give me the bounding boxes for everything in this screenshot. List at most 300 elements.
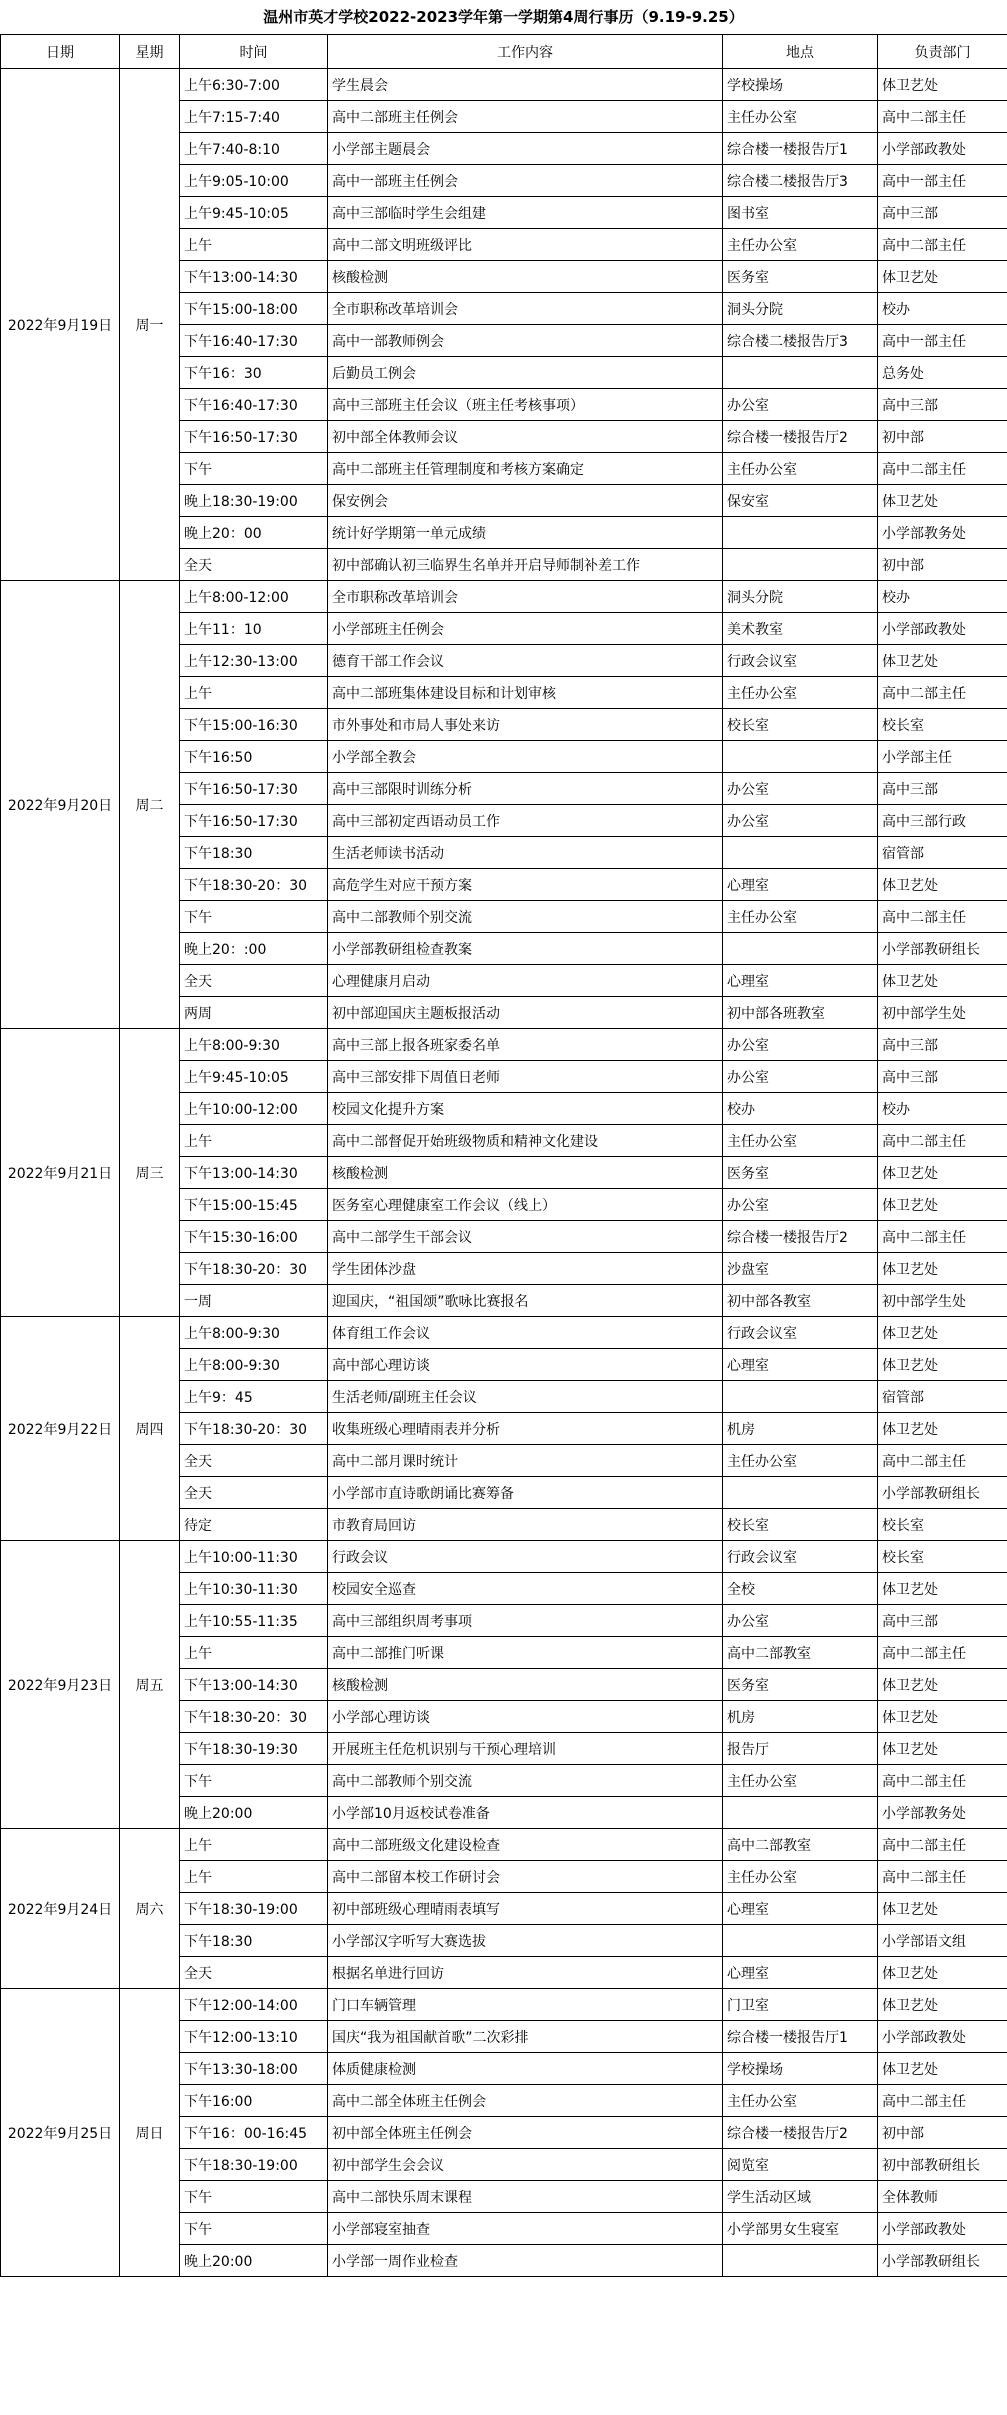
entry-time: 上午9:45-10:05: [180, 1061, 328, 1093]
entry-content: 小学部主题晨会: [328, 133, 723, 165]
entry-location: 沙盘室: [723, 1253, 878, 1285]
entry-department: 小学部政教处: [878, 2021, 1007, 2053]
entry-time: 下午12:00-14:00: [180, 1989, 328, 2021]
table-row: [1, 1829, 1007, 1861]
entry-department: 体卫艺处: [878, 1157, 1007, 1189]
entry-location: 校长室: [723, 1509, 878, 1541]
entry-content: 高中二部班主任管理制度和考核方案确定: [328, 453, 723, 485]
entry-content: 根据名单进行回访: [328, 1957, 723, 1989]
entry-time: 上午8:00-9:30: [180, 1317, 328, 1349]
entry-content: 初中部学生会会议: [328, 2149, 723, 2181]
entry-location: 综合楼一楼报告厅1: [723, 133, 878, 165]
entry-department: 高中二部主任: [878, 1829, 1007, 1861]
entry-time: 下午15:00-15:45: [180, 1189, 328, 1221]
entry-department: 高中二部主任: [878, 2085, 1007, 2117]
entry-location: 小学部男女生寝室: [723, 2213, 878, 2245]
entry-location: 办公室: [723, 1605, 878, 1637]
entry-time: 晚上18:30-19:00: [180, 485, 328, 517]
entry-department: 高中三部: [878, 1061, 1007, 1093]
entry-content: 高中二部教师个别交流: [328, 901, 723, 933]
schedule-table: [0, 34, 1007, 2277]
entry-time: 下午16：00-16:45: [180, 2117, 328, 2149]
entry-department: 高中三部: [878, 197, 1007, 229]
entry-department: 初中部: [878, 549, 1007, 581]
entry-department: 体卫艺处: [878, 1669, 1007, 1701]
entry-content: 学生团体沙盘: [328, 1253, 723, 1285]
entry-content: 高中二部留本校工作研讨会: [328, 1861, 723, 1893]
entry-location: 办公室: [723, 1029, 878, 1061]
entry-content: 初中部迎国庆主题板报活动: [328, 997, 723, 1029]
entry-content: 小学部班主任例会: [328, 613, 723, 645]
entry-location: 初中部各班教室: [723, 997, 878, 1029]
entry-content: 高中一部教师例会: [328, 325, 723, 357]
entry-content: 体质健康检测: [328, 2053, 723, 2085]
entry-location: [723, 2245, 878, 2277]
entry-time: 上午7:15-7:40: [180, 101, 328, 133]
entry-location: 机房: [723, 1413, 878, 1445]
entry-location: 办公室: [723, 389, 878, 421]
entry-location: 心理室: [723, 1893, 878, 1925]
entry-location: 阅览室: [723, 2149, 878, 2181]
entry-department: 高中二部主任: [878, 101, 1007, 133]
entry-time: 上午9：45: [180, 1381, 328, 1413]
entry-time: 下午16:00: [180, 2085, 328, 2117]
entry-time: 上午12:30-13:00: [180, 645, 328, 677]
day-weekday: 周五: [120, 1541, 180, 1829]
entry-content: 行政会议: [328, 1541, 723, 1573]
entry-department: 高中二部主任: [878, 1221, 1007, 1253]
header-row: [1, 35, 1007, 69]
entry-time: 上午: [180, 677, 328, 709]
col-header-content: 工作内容: [328, 35, 723, 69]
entry-location: 初中部各教室: [723, 1285, 878, 1317]
entry-time: 上午9:05-10:00: [180, 165, 328, 197]
entry-time: 上午: [180, 1861, 328, 1893]
entry-content: 高中二部学生干部会议: [328, 1221, 723, 1253]
entry-time: 下午: [180, 2181, 328, 2213]
entry-location: [723, 1381, 878, 1413]
entry-content: 核酸检测: [328, 1669, 723, 1701]
entry-content: 开展班主任危机识别与干预心理培训: [328, 1733, 723, 1765]
entry-time: 下午: [180, 453, 328, 485]
entry-location: 全校: [723, 1573, 878, 1605]
entry-time: 全天: [180, 965, 328, 997]
entry-location: 行政会议室: [723, 1317, 878, 1349]
entry-time: 下午15:00-16:30: [180, 709, 328, 741]
entry-time: 两周: [180, 997, 328, 1029]
entry-location: 心理室: [723, 1957, 878, 1989]
entry-department: 体卫艺处: [878, 1733, 1007, 1765]
entry-location: 行政会议室: [723, 1541, 878, 1573]
day-weekday: 周六: [120, 1829, 180, 1989]
entry-location: 办公室: [723, 1189, 878, 1221]
entry-content: 小学部全教会: [328, 741, 723, 773]
entry-department: 高中三部行政: [878, 805, 1007, 837]
entry-department: 高中一部主任: [878, 165, 1007, 197]
entry-location: [723, 837, 878, 869]
entry-content: 德育干部工作会议: [328, 645, 723, 677]
entry-location: 主任办公室: [723, 453, 878, 485]
entry-time: 上午8:00-9:30: [180, 1029, 328, 1061]
day-weekday: 周一: [120, 69, 180, 581]
entry-content: 高中三部初定西语动员工作: [328, 805, 723, 837]
entry-time: 下午18:30-20：30: [180, 869, 328, 901]
entry-department: 高中二部主任: [878, 1765, 1007, 1797]
entry-content: 核酸检测: [328, 261, 723, 293]
entry-time: 下午18:30-20：30: [180, 1253, 328, 1285]
entry-department: 校长室: [878, 1541, 1007, 1573]
entry-department: 校长室: [878, 709, 1007, 741]
entry-location: [723, 357, 878, 389]
entry-content: 高中一部班主任例会: [328, 165, 723, 197]
entry-content: 国庆“我为祖国献首歌”二次彩排: [328, 2021, 723, 2053]
entry-content: 高中三部班主任会议（班主任考核事项）: [328, 389, 723, 421]
entry-time: 一周: [180, 1285, 328, 1317]
entry-content: 高中二部快乐周末课程: [328, 2181, 723, 2213]
entry-content: 生活老师读书活动: [328, 837, 723, 869]
entry-department: 体卫艺处: [878, 1413, 1007, 1445]
entry-department: 体卫艺处: [878, 1253, 1007, 1285]
entry-location: 校长室: [723, 709, 878, 741]
entry-time: 下午18:30-19:00: [180, 1893, 328, 1925]
entry-content: 小学部汉字听写大赛选拔: [328, 1925, 723, 1957]
entry-time: 上午: [180, 1829, 328, 1861]
day-date: 2022年9月20日: [1, 581, 120, 1029]
entry-department: 校办: [878, 581, 1007, 613]
entry-department: 高中二部主任: [878, 1125, 1007, 1157]
entry-content: 校园安全巡查: [328, 1573, 723, 1605]
entry-time: 下午18:30-20：30: [180, 1701, 328, 1733]
entry-time: 上午11：10: [180, 613, 328, 645]
entry-time: 下午16:40-17:30: [180, 389, 328, 421]
entry-location: 门卫室: [723, 1989, 878, 2021]
entry-location: 医务室: [723, 261, 878, 293]
entry-location: 主任办公室: [723, 677, 878, 709]
entry-department: 高中二部主任: [878, 1861, 1007, 1893]
entry-content: 统计好学期第一单元成绩: [328, 517, 723, 549]
entry-content: 心理健康月启动: [328, 965, 723, 997]
entry-location: 医务室: [723, 1157, 878, 1189]
entry-content: 门口车辆管理: [328, 1989, 723, 2021]
entry-content: 高中三部临时学生会组建: [328, 197, 723, 229]
entry-content: 保安例会: [328, 485, 723, 517]
entry-department: 体卫艺处: [878, 1349, 1007, 1381]
entry-department: 小学部语文组: [878, 1925, 1007, 1957]
entry-time: 下午16:40-17:30: [180, 325, 328, 357]
entry-content: 高中三部上报各班家委名单: [328, 1029, 723, 1061]
entry-department: 高中三部: [878, 389, 1007, 421]
entry-location: [723, 933, 878, 965]
entry-department: 小学部教务处: [878, 1797, 1007, 1829]
entry-time: 晚上20：00: [180, 517, 328, 549]
entry-content: 市外事处和市局人事处来访: [328, 709, 723, 741]
entry-content: 初中部确认初三临界生名单并开启导师制补差工作: [328, 549, 723, 581]
entry-time: 下午18:30: [180, 1925, 328, 1957]
entry-content: 高中部心理访谈: [328, 1349, 723, 1381]
entry-content: 市教育局回访: [328, 1509, 723, 1541]
entry-location: 主任办公室: [723, 1861, 878, 1893]
entry-content: 高中三部限时训练分析: [328, 773, 723, 805]
entry-time: 下午13:00-14:30: [180, 1669, 328, 1701]
entry-time: 晚上20：:00: [180, 933, 328, 965]
entry-content: 小学部心理访谈: [328, 1701, 723, 1733]
entry-location: 心理室: [723, 869, 878, 901]
entry-location: 洞头分院: [723, 293, 878, 325]
entry-location: 综合楼二楼报告厅3: [723, 325, 878, 357]
entry-content: 医务室心理健康室工作会议（线上）: [328, 1189, 723, 1221]
entry-location: 主任办公室: [723, 101, 878, 133]
entry-content: 高中二部推门听课: [328, 1637, 723, 1669]
entry-location: 洞头分院: [723, 581, 878, 613]
entry-time: 下午18:30: [180, 837, 328, 869]
entry-location: 办公室: [723, 1061, 878, 1093]
entry-location: 主任办公室: [723, 1125, 878, 1157]
entry-department: 初中部学生处: [878, 1285, 1007, 1317]
entry-content: 小学部寝室抽查: [328, 2213, 723, 2245]
entry-department: 体卫艺处: [878, 965, 1007, 997]
entry-department: 高中二部主任: [878, 677, 1007, 709]
entry-department: 宿管部: [878, 837, 1007, 869]
entry-content: 初中部全体班主任例会: [328, 2117, 723, 2149]
entry-location: 学生活动区域: [723, 2181, 878, 2213]
entry-content: 初中部全体教师会议: [328, 421, 723, 453]
entry-time: 上午6:30-7:00: [180, 69, 328, 101]
entry-department: 高中二部主任: [878, 229, 1007, 261]
entry-time: 下午15:00-18:00: [180, 293, 328, 325]
entry-content: 小学部教研组检查教案: [328, 933, 723, 965]
entry-department: 体卫艺处: [878, 1317, 1007, 1349]
entry-location: [723, 741, 878, 773]
entry-content: 小学部市直诗歌朗诵比赛筹备: [328, 1477, 723, 1509]
entry-content: 高中二部文明班级评比: [328, 229, 723, 261]
table-row: [1, 1029, 1007, 1061]
entry-location: 办公室: [723, 805, 878, 837]
entry-time: 下午16：30: [180, 357, 328, 389]
entry-time: 下午16:50-17:30: [180, 421, 328, 453]
entry-department: 体卫艺处: [878, 1957, 1007, 1989]
entry-department: 高中三部: [878, 1605, 1007, 1637]
entry-time: 全天: [180, 1445, 328, 1477]
entry-content: 核酸检测: [328, 1157, 723, 1189]
entry-time: 下午13:00-14:30: [180, 1157, 328, 1189]
entry-department: 初中部学生处: [878, 997, 1007, 1029]
day-date: 2022年9月22日: [1, 1317, 120, 1541]
entry-content: 后勤员工例会: [328, 357, 723, 389]
entry-location: 主任办公室: [723, 1765, 878, 1797]
entry-department: 高中二部主任: [878, 453, 1007, 485]
entry-content: 高中二部班级文化建设检查: [328, 1829, 723, 1861]
entry-time: 下午16:50: [180, 741, 328, 773]
entry-department: 体卫艺处: [878, 869, 1007, 901]
table-row: [1, 69, 1007, 101]
entry-department: 小学部教研组长: [878, 933, 1007, 965]
entry-content: 高中三部安排下周值日老师: [328, 1061, 723, 1093]
entry-location: 综合楼一楼报告厅2: [723, 2117, 878, 2149]
table-row: [1, 1317, 1007, 1349]
entry-time: 上午: [180, 1637, 328, 1669]
entry-time: 上午10:55-11:35: [180, 1605, 328, 1637]
entry-location: 主任办公室: [723, 229, 878, 261]
entry-time: 下午16:50-17:30: [180, 773, 328, 805]
entry-time: 下午16:50-17:30: [180, 805, 328, 837]
entry-department: 高中三部: [878, 1029, 1007, 1061]
entry-department: 宿管部: [878, 1381, 1007, 1413]
entry-content: 小学部10月返校试卷准备: [328, 1797, 723, 1829]
day-date: 2022年9月25日: [1, 1989, 120, 2277]
entry-department: 体卫艺处: [878, 2053, 1007, 2085]
col-header-department: 负责部门: [878, 35, 1007, 69]
entry-location: 学校操场: [723, 2053, 878, 2085]
entry-content: 高中二部督促开始班级物质和精神文化建设: [328, 1125, 723, 1157]
entry-department: 小学部主任: [878, 741, 1007, 773]
entry-department: 体卫艺处: [878, 261, 1007, 293]
entry-department: 小学部教务处: [878, 517, 1007, 549]
entry-time: 下午13:00-14:30: [180, 261, 328, 293]
schedule-body: [1, 69, 1007, 2277]
entry-department: 高中二部主任: [878, 1445, 1007, 1477]
entry-department: 体卫艺处: [878, 645, 1007, 677]
entry-location: [723, 549, 878, 581]
entry-content: 初中部班级心理晴雨表填写: [328, 1893, 723, 1925]
entry-content: 生活老师/副班主任会议: [328, 1381, 723, 1413]
entry-department: 小学部教研组长: [878, 1477, 1007, 1509]
entry-content: 迎国庆，“祖国颂”歌咏比赛报名: [328, 1285, 723, 1317]
entry-time: 上午8:00-12:00: [180, 581, 328, 613]
entry-time: 上午7:40-8:10: [180, 133, 328, 165]
col-header-location: 地点: [723, 35, 878, 69]
entry-time: 待定: [180, 1509, 328, 1541]
entry-time: 上午9:45-10:05: [180, 197, 328, 229]
entry-time: 下午: [180, 1765, 328, 1797]
entry-time: 下午: [180, 901, 328, 933]
entry-location: 图书室: [723, 197, 878, 229]
entry-time: 晚上20:00: [180, 2245, 328, 2277]
entry-content: 高中二部全体班主任例会: [328, 2085, 723, 2117]
entry-content: 高中二部教师个别交流: [328, 1765, 723, 1797]
entry-department: 小学部政教处: [878, 613, 1007, 645]
entry-content: 体育组工作会议: [328, 1317, 723, 1349]
entry-department: 校办: [878, 1093, 1007, 1125]
entry-time: 下午12:00-13:10: [180, 2021, 328, 2053]
entry-department: 小学部教研组长: [878, 2245, 1007, 2277]
entry-content: 全市职称改革培训会: [328, 293, 723, 325]
entry-location: 校办: [723, 1093, 878, 1125]
day-weekday: 周三: [120, 1029, 180, 1317]
entry-location: 报告厅: [723, 1733, 878, 1765]
entry-time: 上午10:30-11:30: [180, 1573, 328, 1605]
entry-time: 全天: [180, 1957, 328, 1989]
col-header-date: 日期: [1, 35, 120, 69]
entry-content: 高中二部班主任例会: [328, 101, 723, 133]
entry-time: 全天: [180, 549, 328, 581]
entry-department: 体卫艺处: [878, 1573, 1007, 1605]
entry-department: 校办: [878, 293, 1007, 325]
table-row: [1, 1989, 1007, 2021]
entry-time: 下午18:30-19:00: [180, 2149, 328, 2181]
entry-location: [723, 1797, 878, 1829]
entry-content: 高中三部组织周考事项: [328, 1605, 723, 1637]
entry-time: 下午18:30-19:30: [180, 1733, 328, 1765]
entry-time: 上午10:00-11:30: [180, 1541, 328, 1573]
entry-location: 行政会议室: [723, 645, 878, 677]
entry-time: 下午18:30-20：30: [180, 1413, 328, 1445]
entry-location: 综合楼二楼报告厅3: [723, 165, 878, 197]
entry-content: 收集班级心理晴雨表并分析: [328, 1413, 723, 1445]
entry-department: 高中二部主任: [878, 1637, 1007, 1669]
entry-department: 总务处: [878, 357, 1007, 389]
entry-location: 综合楼一楼报告厅2: [723, 1221, 878, 1253]
entry-department: 全体教师: [878, 2181, 1007, 2213]
entry-content: 学生晨会: [328, 69, 723, 101]
entry-location: 学校操场: [723, 69, 878, 101]
entry-location: 高中二部教室: [723, 1829, 878, 1861]
entry-content: 高中二部班集体建设目标和计划审核: [328, 677, 723, 709]
entry-location: 综合楼一楼报告厅1: [723, 2021, 878, 2053]
col-header-time: 时间: [180, 35, 328, 69]
day-date: 2022年9月21日: [1, 1029, 120, 1317]
entry-location: [723, 1477, 878, 1509]
entry-department: 初中部: [878, 421, 1007, 453]
entry-location: 高中二部教室: [723, 1637, 878, 1669]
entry-department: 体卫艺处: [878, 1893, 1007, 1925]
day-weekday: 周日: [120, 1989, 180, 2277]
entry-department: 体卫艺处: [878, 1989, 1007, 2021]
entry-department: 高中三部: [878, 773, 1007, 805]
entry-location: 主任办公室: [723, 901, 878, 933]
entry-location: 机房: [723, 1701, 878, 1733]
entry-department: 体卫艺处: [878, 69, 1007, 101]
entry-content: 小学部一周作业检查: [328, 2245, 723, 2277]
entry-location: 医务室: [723, 1669, 878, 1701]
entry-department: 初中部教研组长: [878, 2149, 1007, 2181]
entry-department: 高中二部主任: [878, 901, 1007, 933]
entry-time: 上午8:00-9:30: [180, 1349, 328, 1381]
col-header-weekday: 星期: [120, 35, 180, 69]
entry-department: 小学部政教处: [878, 2213, 1007, 2245]
entry-location: 心理室: [723, 965, 878, 997]
entry-time: 上午10:00-12:00: [180, 1093, 328, 1125]
entry-location: 心理室: [723, 1349, 878, 1381]
entry-department: 校长室: [878, 1509, 1007, 1541]
entry-time: 下午: [180, 2213, 328, 2245]
entry-content: 校园文化提升方案: [328, 1093, 723, 1125]
entry-department: 体卫艺处: [878, 485, 1007, 517]
entry-location: [723, 517, 878, 549]
table-row: [1, 1541, 1007, 1573]
entry-location: 保安室: [723, 485, 878, 517]
day-date: 2022年9月23日: [1, 1541, 120, 1829]
day-date: 2022年9月24日: [1, 1829, 120, 1989]
day-weekday: 周四: [120, 1317, 180, 1541]
entry-time: 下午13:30-18:00: [180, 2053, 328, 2085]
entry-time: 上午: [180, 1125, 328, 1157]
entry-department: 体卫艺处: [878, 1701, 1007, 1733]
entry-content: 全市职称改革培训会: [328, 581, 723, 613]
entry-department: 初中部: [878, 2117, 1007, 2149]
entry-department: 体卫艺处: [878, 1189, 1007, 1221]
entry-location: 综合楼一楼报告厅2: [723, 421, 878, 453]
entry-location: 主任办公室: [723, 2085, 878, 2117]
day-date: 2022年9月19日: [1, 69, 120, 581]
entry-location: [723, 1925, 878, 1957]
entry-department: 高中一部主任: [878, 325, 1007, 357]
page-title: 温州市英才学校2022-2023学年第一学期第4周行事历（9.19-9.25）: [263, 8, 744, 26]
entry-time: 下午15:30-16:00: [180, 1221, 328, 1253]
entry-location: 美术教室: [723, 613, 878, 645]
entry-location: 办公室: [723, 773, 878, 805]
entry-location: 主任办公室: [723, 1445, 878, 1477]
entry-content: 高危学生对应干预方案: [328, 869, 723, 901]
